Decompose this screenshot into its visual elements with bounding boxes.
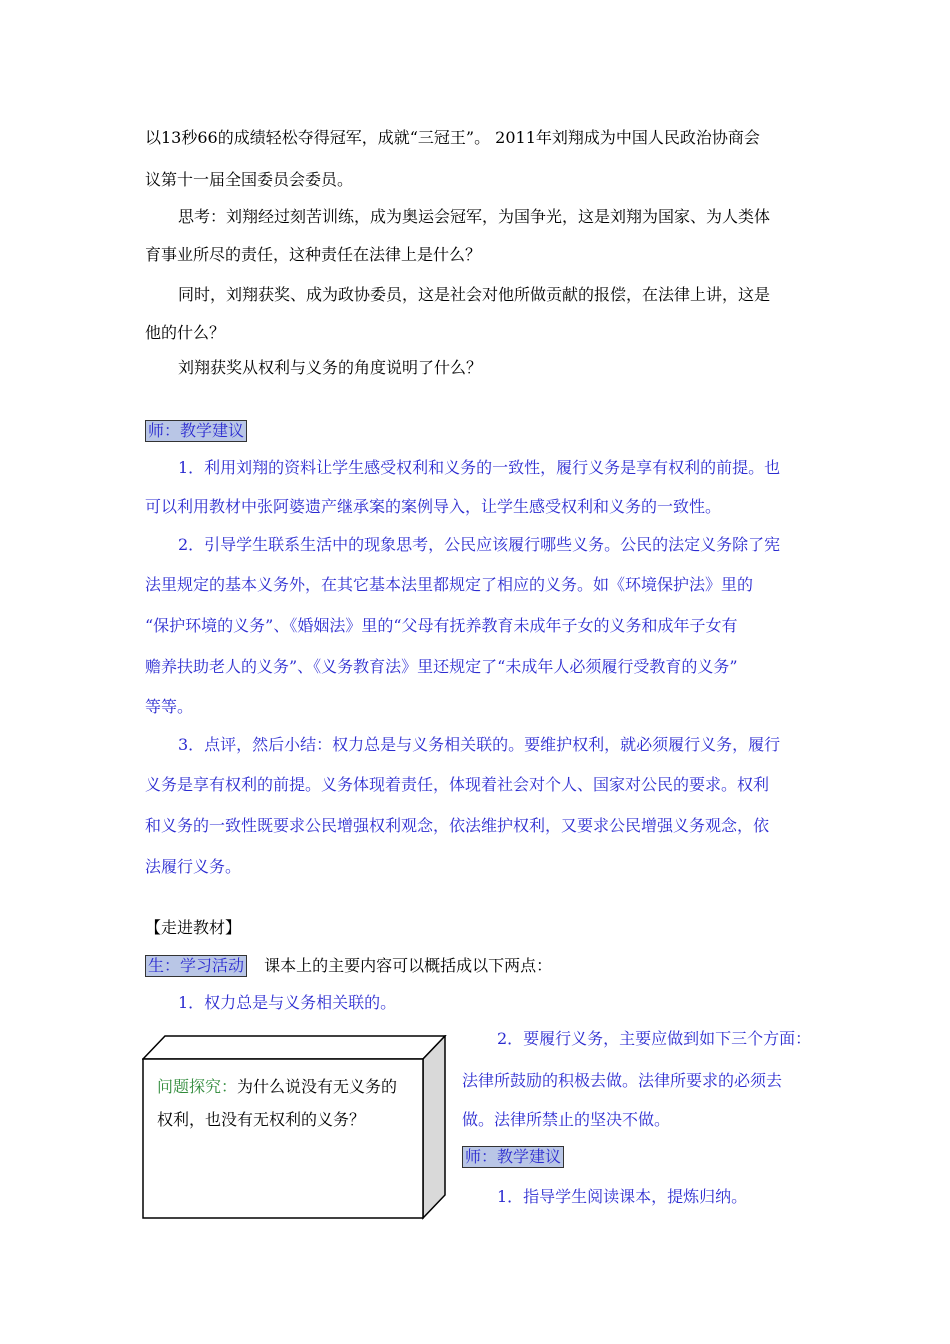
textbook-point-2-line-2: 法律所鼓励的积极去做。法律所要求的必须去 <box>462 1071 783 1090</box>
teacher-item-3-line-2: 义务是享有权利的前提。义务体现着责任，体现着社会对个人、国家对公民的要求。权利 <box>145 775 770 794</box>
teacher-item-1-line-1: 1．利用刘翔的资料让学生感受权利和义务的一致性，履行义务是享有权利的前提。也 <box>178 458 781 477</box>
textbook-point-2-line-1: 2．要履行义务，主要应做到如下三个方面： <box>497 1029 812 1048</box>
teacher-item-1-line-2: 可以利用教材中张阿婆遗产继承案的案例导入，让学生感受权利和义务的一致性。 <box>145 497 722 516</box>
inquiry-label: 问题探究： <box>157 1077 238 1096</box>
inquiry-text-1: 为什么说没有无义务的 <box>237 1077 398 1096</box>
question-3: 刘翔获奖从权利与义务的角度说明了什么？ <box>178 358 483 377</box>
intro-line-1: 以13秒66的成绩轻松夺得冠军，成就“三冠王”。 2011年刘翔成为中国人民政治协商会 <box>145 128 760 147</box>
teacher-suggestion-tag-2 <box>462 1146 564 1168</box>
teacher-guide-1: 1．指导学生阅读课本，提炼归纳。 <box>497 1187 748 1206</box>
inquiry-line-2: 权利，也没有无权利的义务？ <box>157 1110 366 1129</box>
teacher-item-3-line-3: 和义务的一致性既要求公民增强权利观念，依法维护权利，又要求公民增强义务观念，依 <box>145 816 770 835</box>
teacher-item-3-line-4: 法履行义务。 <box>145 857 242 876</box>
question-2-line-2: 他的什么？ <box>145 323 226 342</box>
textbook-heading: 【走进教材】 <box>145 918 242 937</box>
teacher-item-2-line-3: “保护环境的义务”、《婚姻法》里的“父母有抚养教育未成年子女的义务和成年子女有 <box>145 616 738 635</box>
teacher-item-2-line-1: 2．引导学生联系生活中的现象思考，公民应该履行哪些义务。公民的法定义务除了宪 <box>178 535 781 554</box>
textbook-point-2-line-3: 做。法律所禁止的坚决不做。 <box>462 1110 671 1129</box>
intro-line-2: 议第十一届全国委员会委员。 <box>145 170 354 189</box>
teacher-item-2-line-4: 赡养扶助老人的义务”、《义务教育法》里还规定了“未成年人必须履行受教育的义务” <box>145 657 738 676</box>
question-2-line-1: 同时，刘翔获奖、成为政协委员，这是社会对他所做贡献的报偿，在法律上讲，这是 <box>178 285 771 304</box>
textbook-point-1: 1．权力总是与义务相关联的。 <box>178 993 397 1012</box>
inquiry-line-1 <box>157 1077 397 1097</box>
teacher-item-2-line-5: 等等。 <box>145 697 194 716</box>
teacher-tag-label: 师：教学建议 <box>145 420 247 442</box>
teacher-suggestion-tag <box>145 420 247 442</box>
student-activity-tag: 生：学习活动 <box>145 955 247 977</box>
teacher-item-2-line-2: 法里规定的基本义务外，在其它基本法里都规定了相应的义务。如《环境保护法》里的 <box>145 575 754 594</box>
teacher-item-3-line-1: 3．点评，然后小结：权力总是与义务相关联的。要维护权利，就必须履行义务，履行 <box>178 735 781 754</box>
question-1-line-2: 育事业所尽的责任，这种责任在法律上是什么？ <box>145 245 482 264</box>
student-activity-row <box>145 955 552 977</box>
teacher-tag-label-2: 师：教学建议 <box>462 1146 564 1168</box>
student-activity-text: 课本上的主要内容可以概括成以下两点： <box>264 956 553 975</box>
question-1-line-1: 思考：刘翔经过刻苦训练，成为奥运会冠军，为国争光，这是刘翔为国家、为人类体 <box>178 207 771 226</box>
